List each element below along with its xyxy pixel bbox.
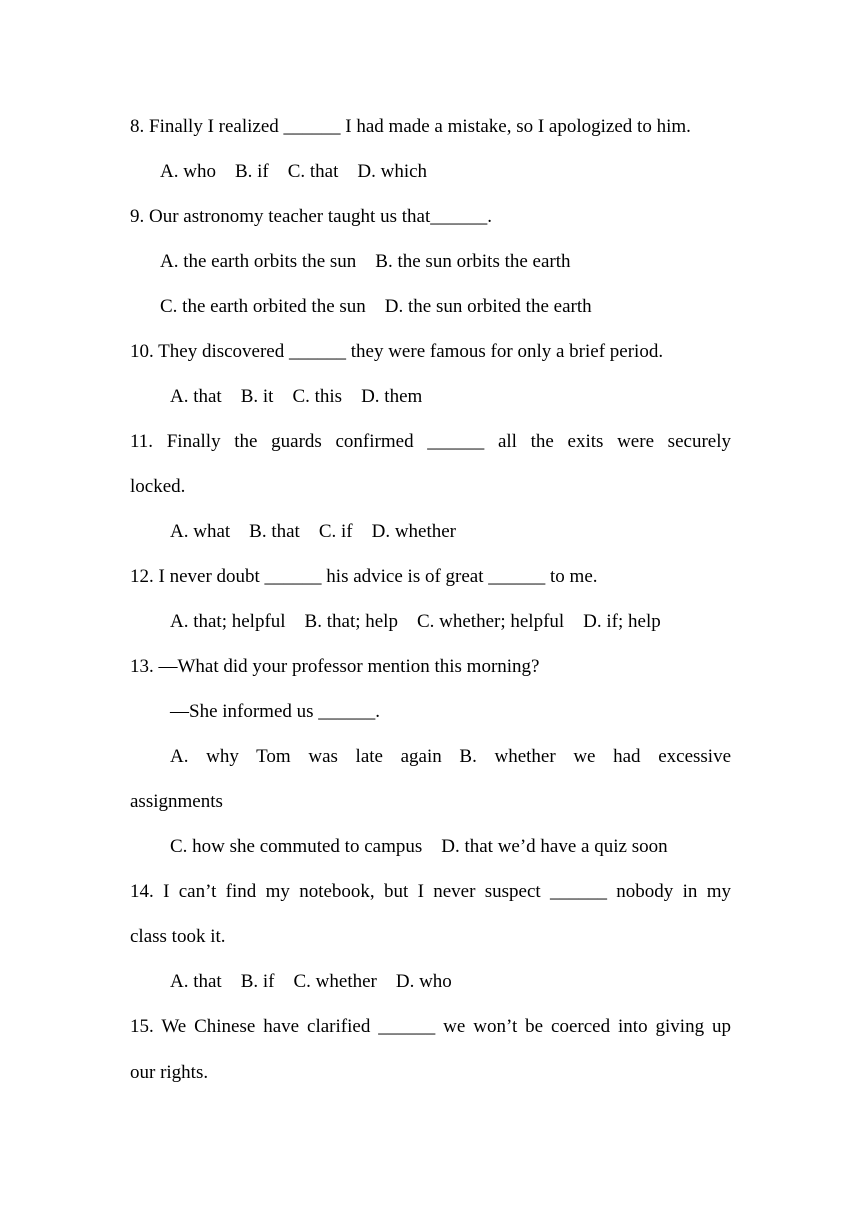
question-13-reply: —She informed us ______. [170, 701, 381, 722]
question-13-options-line2: assignments [130, 791, 223, 812]
question-14-options: A. that B. if C. whether D. who [170, 971, 452, 992]
question-9-stem: 9. Our astronomy teacher taught us that______. [130, 206, 492, 227]
question-8-stem: 8. Finally I realized ______ I had made a mistake, so I apologized to him. [130, 116, 691, 137]
question-8-options: A. who B. if C. that D. which [160, 161, 428, 182]
question-10-stem: 10. They discovered ______ they were famous for only a brief period. [130, 341, 664, 362]
question-9-options-row2: C. the earth orbited the sun D. the sun orbited the earth [160, 296, 592, 317]
question-14-stem-line2: class took it. [130, 926, 226, 947]
question-13-stem: 13. —What did your professor mention this morning? [130, 656, 540, 677]
question-13-options-row2: C. how she commuted to campus D. that we’d have a quiz soon [170, 836, 668, 857]
question-15-stem-line2: our rights. [130, 1062, 209, 1083]
question-12-stem: 12. I never doubt ______ his advice is of great ______ to me. [130, 566, 598, 587]
question-11-stem-line1: 11. Finally the guards confirmed ______ all the exits were securely [130, 431, 731, 452]
question-12-options: A. that; helpful B. that; help C. whether; helpful D. if; help [170, 611, 661, 632]
question-15-stem-line1: 15. We Chinese have clarified ______ we won’t be coerced into giving up [130, 1016, 731, 1037]
question-14-stem-line1: 14. I can’t find my notebook, but I never suspect ______ nobody in my [130, 881, 731, 902]
question-11-stem-line2: locked. [130, 476, 186, 497]
question-13-options-line1: A. why Tom was late again B. whether we had excessive [170, 746, 731, 767]
question-9-options-row1: A. the earth orbits the sun B. the sun orbits the earth [160, 251, 571, 272]
question-11-options: A. what B. that C. if D. whether [170, 521, 457, 542]
question-10-options: A. that B. it C. this D. them [170, 386, 423, 407]
